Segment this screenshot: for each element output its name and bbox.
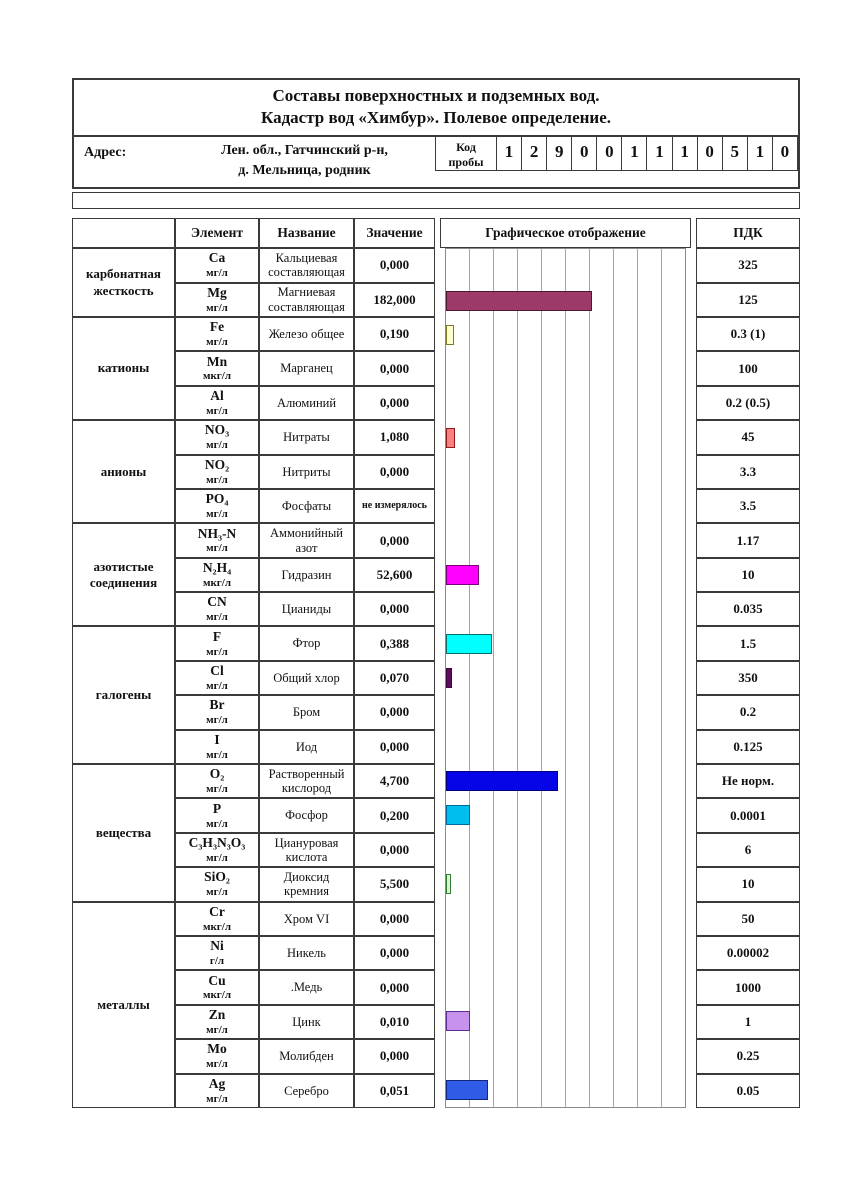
bar-row-Ni (446, 935, 685, 969)
element-cell (175, 420, 259, 454)
value-header: Значение (354, 218, 435, 248)
sample-code-empty-area (435, 171, 798, 187)
value-cell: 52,600 (354, 558, 435, 592)
element-cell (175, 558, 259, 592)
bar-row-C₃H₃N₃O₃ (446, 833, 685, 867)
name-cell: Нитраты (259, 420, 354, 454)
bar-row-P (446, 798, 685, 832)
sample-code-digit-8: 0 (698, 137, 723, 171)
bar-row-Ca (446, 249, 685, 283)
pdk-cell: 0.3 (1) (696, 317, 800, 351)
pdk-cell: 3.5 (696, 489, 800, 523)
value-cell: 0,200 (354, 798, 435, 832)
value-cell: 0,000 (354, 970, 435, 1004)
element-formula: Ca (208, 250, 226, 266)
bar-row-NO₂ (446, 455, 685, 489)
value-cell: 0,000 (354, 523, 435, 557)
value-bar-N₂H₄ (446, 565, 479, 585)
element-cell (175, 455, 259, 489)
name-cell: Кальциевая составляющая (259, 248, 354, 282)
name-cell: Магниевая составляющая (259, 283, 354, 317)
element-formula: NO₂ (204, 456, 230, 472)
bar-row-F (446, 627, 685, 661)
pdk-cell: 10 (696, 867, 800, 901)
name-cell: Никель (259, 936, 354, 970)
element-cell (175, 764, 259, 798)
element-unit: мг/л (206, 817, 228, 830)
name-cell: Хром VI (259, 902, 354, 936)
name-cell: .Медь (259, 970, 354, 1004)
bar-row-Fe (446, 318, 685, 352)
name-cell: Общий хлор (259, 661, 354, 695)
address-label: Адрес: (84, 145, 127, 161)
sample-code-digit-4: 0 (597, 137, 622, 171)
element-cell (175, 970, 259, 1004)
value-cell: 0,000 (354, 592, 435, 626)
pdk-cell: 0.00002 (696, 936, 800, 970)
sample-code-digit-10: 1 (748, 137, 773, 171)
sample-code-digit-9: 5 (723, 137, 748, 171)
element-unit: мг/л (206, 783, 228, 796)
element-unit: мг/л (206, 439, 228, 452)
element-cell (175, 351, 259, 385)
element-unit: мг/л (206, 679, 228, 692)
sample-code-digit-1: 2 (522, 137, 547, 171)
element-cell (175, 798, 259, 832)
element-formula: O₂ (209, 766, 225, 782)
name-cell: Растворенный кислород (259, 764, 354, 798)
element-unit: мг/л (206, 1058, 228, 1071)
element-header: Элемент (175, 218, 259, 248)
bar-row-Mo (446, 1038, 685, 1072)
value-cell: 0,000 (354, 248, 435, 282)
address-line-2: д. Мельница, родник (238, 163, 371, 179)
element-cell (175, 936, 259, 970)
element-unit: мг/л (206, 336, 228, 349)
value-cell: 0,000 (354, 1039, 435, 1073)
bar-row-PO₄ (446, 489, 685, 523)
bar-row-Mn (446, 352, 685, 386)
name-cell: Циануровая кислота (259, 833, 354, 867)
element-formula: Cr (209, 903, 225, 919)
name-cell: Молибден (259, 1039, 354, 1073)
name-cell: Цинк (259, 1005, 354, 1039)
element-unit: мкг/л (202, 576, 232, 589)
element-formula: P (212, 800, 222, 816)
sample-code-block (435, 137, 798, 187)
value-cell: 0,000 (354, 902, 435, 936)
element-unit: мкг/л (202, 370, 232, 383)
element-cell (175, 248, 259, 282)
value-bar-Mg (446, 291, 592, 311)
element-cell (175, 317, 259, 351)
value-bar-SiO₂ (446, 874, 451, 894)
value-cell: 4,700 (354, 764, 435, 798)
element-unit: мг/л (206, 1023, 228, 1036)
element-unit: мг/л (206, 404, 228, 417)
element-cell (175, 695, 259, 729)
element-formula: Zn (208, 1007, 226, 1022)
bar-row-Al (446, 386, 685, 420)
value-bar-Ag (446, 1080, 488, 1100)
value-cell: 0,000 (354, 833, 435, 867)
element-unit: мг/л (206, 1092, 228, 1105)
pdk-cell: 1.17 (696, 523, 800, 557)
pdk-cell: 0.25 (696, 1039, 800, 1073)
element-formula: N₂H₄ (202, 559, 232, 575)
pdk-header: ПДК (696, 218, 800, 248)
empty-spacer-row (72, 192, 800, 209)
element-unit: мг/л (206, 645, 228, 658)
header-block (72, 78, 800, 189)
water-composition-table (72, 218, 800, 1108)
group-label-2: анионы (72, 420, 175, 523)
value-cell: 0,388 (354, 626, 435, 660)
document-title (74, 80, 798, 137)
value-cell: 0,000 (354, 936, 435, 970)
pdk-cell: 1 (696, 1005, 800, 1039)
address-row (74, 137, 798, 187)
element-cell (175, 730, 259, 764)
name-cell: Алюминий (259, 386, 354, 420)
name-cell: Фосфаты (259, 489, 354, 523)
group-label-1: катионы (72, 317, 175, 420)
pdk-cell: 0.125 (696, 730, 800, 764)
element-formula: PO₄ (205, 491, 229, 507)
pdk-cell: 100 (696, 351, 800, 385)
value-cell: 0,010 (354, 1005, 435, 1039)
name-cell: Иод (259, 730, 354, 764)
value-cell: 0,190 (354, 317, 435, 351)
pdk-cell: 0.035 (696, 592, 800, 626)
pdk-cell: 10 (696, 558, 800, 592)
value-bar-O₂ (446, 771, 558, 791)
name-header: Название (259, 218, 354, 248)
element-unit: мкг/л (202, 920, 232, 933)
element-cell (175, 626, 259, 660)
pdk-cell: 350 (696, 661, 800, 695)
bar-plot-area (445, 248, 686, 1108)
element-cell (175, 283, 259, 317)
value-cell: не измерялось (354, 489, 435, 523)
group-label-3: азотистые соединения (72, 523, 175, 626)
value-cell: 0,000 (354, 455, 435, 489)
element-formula: Al (210, 387, 224, 403)
bar-row-Mg (446, 284, 685, 318)
pdk-cell: 0.0001 (696, 798, 800, 832)
value-cell: 182,000 (354, 283, 435, 317)
element-formula: Cu (208, 972, 226, 988)
pdk-cell: 125 (696, 283, 800, 317)
element-cell (175, 523, 259, 557)
bar-row-I (446, 730, 685, 764)
element-cell (175, 489, 259, 523)
element-unit: мг/л (206, 507, 228, 520)
element-unit: мг/л (206, 611, 228, 624)
value-bar-NO₃ (446, 428, 455, 448)
pdk-cell: 325 (696, 248, 800, 282)
name-cell: Гидразин (259, 558, 354, 592)
address-line-1: Лен. обл., Гатчинский р-н, (221, 143, 388, 159)
pdk-cell: 1.5 (696, 626, 800, 660)
name-cell: Цианиды (259, 592, 354, 626)
document-sheet (72, 78, 800, 1108)
element-unit: мг/л (206, 473, 228, 486)
bar-row-N₂H₄ (446, 558, 685, 592)
pdk-cell: 1000 (696, 970, 800, 1004)
graphic-display-column (440, 248, 691, 1108)
value-bar-Fe (446, 325, 454, 345)
value-cell: 1,080 (354, 420, 435, 454)
sample-code-label-line2: пробы (448, 154, 484, 169)
element-cell (175, 1005, 259, 1039)
element-formula: I (214, 731, 220, 747)
sample-code-digit-7: 1 (673, 137, 698, 171)
value-cell: 5,500 (354, 867, 435, 901)
name-cell: Бром (259, 695, 354, 729)
element-formula: Mg (207, 284, 227, 300)
element-formula: Mn (206, 353, 228, 369)
bar-row-Ag (446, 1073, 685, 1107)
element-unit: мг/л (206, 886, 228, 899)
element-cell (175, 1074, 259, 1108)
element-cell (175, 661, 259, 695)
element-formula: Ag (208, 1075, 226, 1091)
bar-row-O₂ (446, 764, 685, 798)
sample-code-digit-6: 1 (647, 137, 672, 171)
element-cell (175, 1039, 259, 1073)
element-cell (175, 902, 259, 936)
graphic-header: Графическое отображение (440, 218, 691, 248)
value-bar-Cl (446, 668, 452, 688)
bar-row-Zn (446, 1004, 685, 1038)
title-line-1: Составы поверхностных и подземных вод. (272, 86, 600, 105)
element-cell (175, 867, 259, 901)
value-cell: 0,000 (354, 351, 435, 385)
sample-code-digit-11: 0 (773, 137, 798, 171)
name-cell: Железо общее (259, 317, 354, 351)
bar-row-NO₃ (446, 421, 685, 455)
element-unit: мг/л (206, 851, 228, 864)
bar-row-CN (446, 592, 685, 626)
group-label-6: металлы (72, 902, 175, 1108)
element-unit: мг/л (206, 267, 228, 280)
pdk-cell: 0.2 (0.5) (696, 386, 800, 420)
element-formula: Mo (207, 1041, 227, 1057)
element-formula: CN (207, 594, 227, 610)
element-formula: NO₃ (204, 422, 230, 438)
sample-code-row (435, 137, 798, 171)
bar-row-Cu (446, 970, 685, 1004)
value-bar-Zn (446, 1011, 470, 1031)
element-cell (175, 592, 259, 626)
element-unit: мкг/л (202, 989, 232, 1002)
group-header-cell (72, 218, 175, 248)
element-formula: F (212, 628, 222, 644)
group-label-4: галогены (72, 626, 175, 764)
element-formula: NH₃-N (197, 525, 237, 541)
bar-row-Cl (446, 661, 685, 695)
sample-code-label-line1: Код (456, 140, 476, 155)
element-formula: C₃H₃N₃O₃ (188, 835, 246, 851)
bar-row-Cr (446, 901, 685, 935)
bar-row-SiO₂ (446, 867, 685, 901)
pdk-cell: 45 (696, 420, 800, 454)
pdk-cell: 3.3 (696, 455, 800, 489)
sample-code-digit-2: 9 (547, 137, 572, 171)
element-formula: Fe (209, 319, 225, 335)
address-value (174, 137, 435, 187)
element-unit: мг/л (206, 748, 228, 761)
pdk-cell: 50 (696, 902, 800, 936)
element-formula: Br (209, 697, 225, 713)
sample-code-label (435, 137, 497, 171)
name-cell: Аммонийный азот (259, 523, 354, 557)
bar-row-Br (446, 695, 685, 729)
group-label-0: карбонатная жесткость (72, 248, 175, 317)
element-unit: г/л (209, 955, 225, 968)
title-line-2: Кадастр вод «Химбур». Полевое определение. (260, 108, 612, 128)
pdk-cell: Не норм. (696, 764, 800, 798)
element-formula: Cl (210, 663, 224, 679)
bar-row-NH₃-N (446, 524, 685, 558)
value-cell: 0,070 (354, 661, 435, 695)
element-unit: мг/л (206, 301, 228, 314)
element-formula: SiO₂ (204, 869, 230, 885)
value-cell: 0,000 (354, 730, 435, 764)
name-cell: Нитриты (259, 455, 354, 489)
pdk-cell: 0.2 (696, 695, 800, 729)
value-cell: 0,000 (354, 695, 435, 729)
name-cell: Фтор (259, 626, 354, 660)
sample-code-digit-0: 1 (497, 137, 522, 171)
value-bar-F (446, 634, 492, 654)
sample-code-digit-3: 0 (572, 137, 597, 171)
element-formula: Ni (210, 938, 224, 954)
name-cell: Серебро (259, 1074, 354, 1108)
sample-code-digit-5: 1 (622, 137, 647, 171)
element-cell (175, 386, 259, 420)
element-unit: мг/л (206, 714, 228, 727)
value-cell: 0,051 (354, 1074, 435, 1108)
pdk-cell: 0.05 (696, 1074, 800, 1108)
value-bar-P (446, 805, 470, 825)
name-cell: Фосфор (259, 798, 354, 832)
value-cell: 0,000 (354, 386, 435, 420)
element-cell (175, 833, 259, 867)
element-unit: мг/л (206, 542, 228, 555)
group-label-5: вещества (72, 764, 175, 902)
pdk-cell: 6 (696, 833, 800, 867)
name-cell: Диоксид кремния (259, 867, 354, 901)
name-cell: Марганец (259, 351, 354, 385)
